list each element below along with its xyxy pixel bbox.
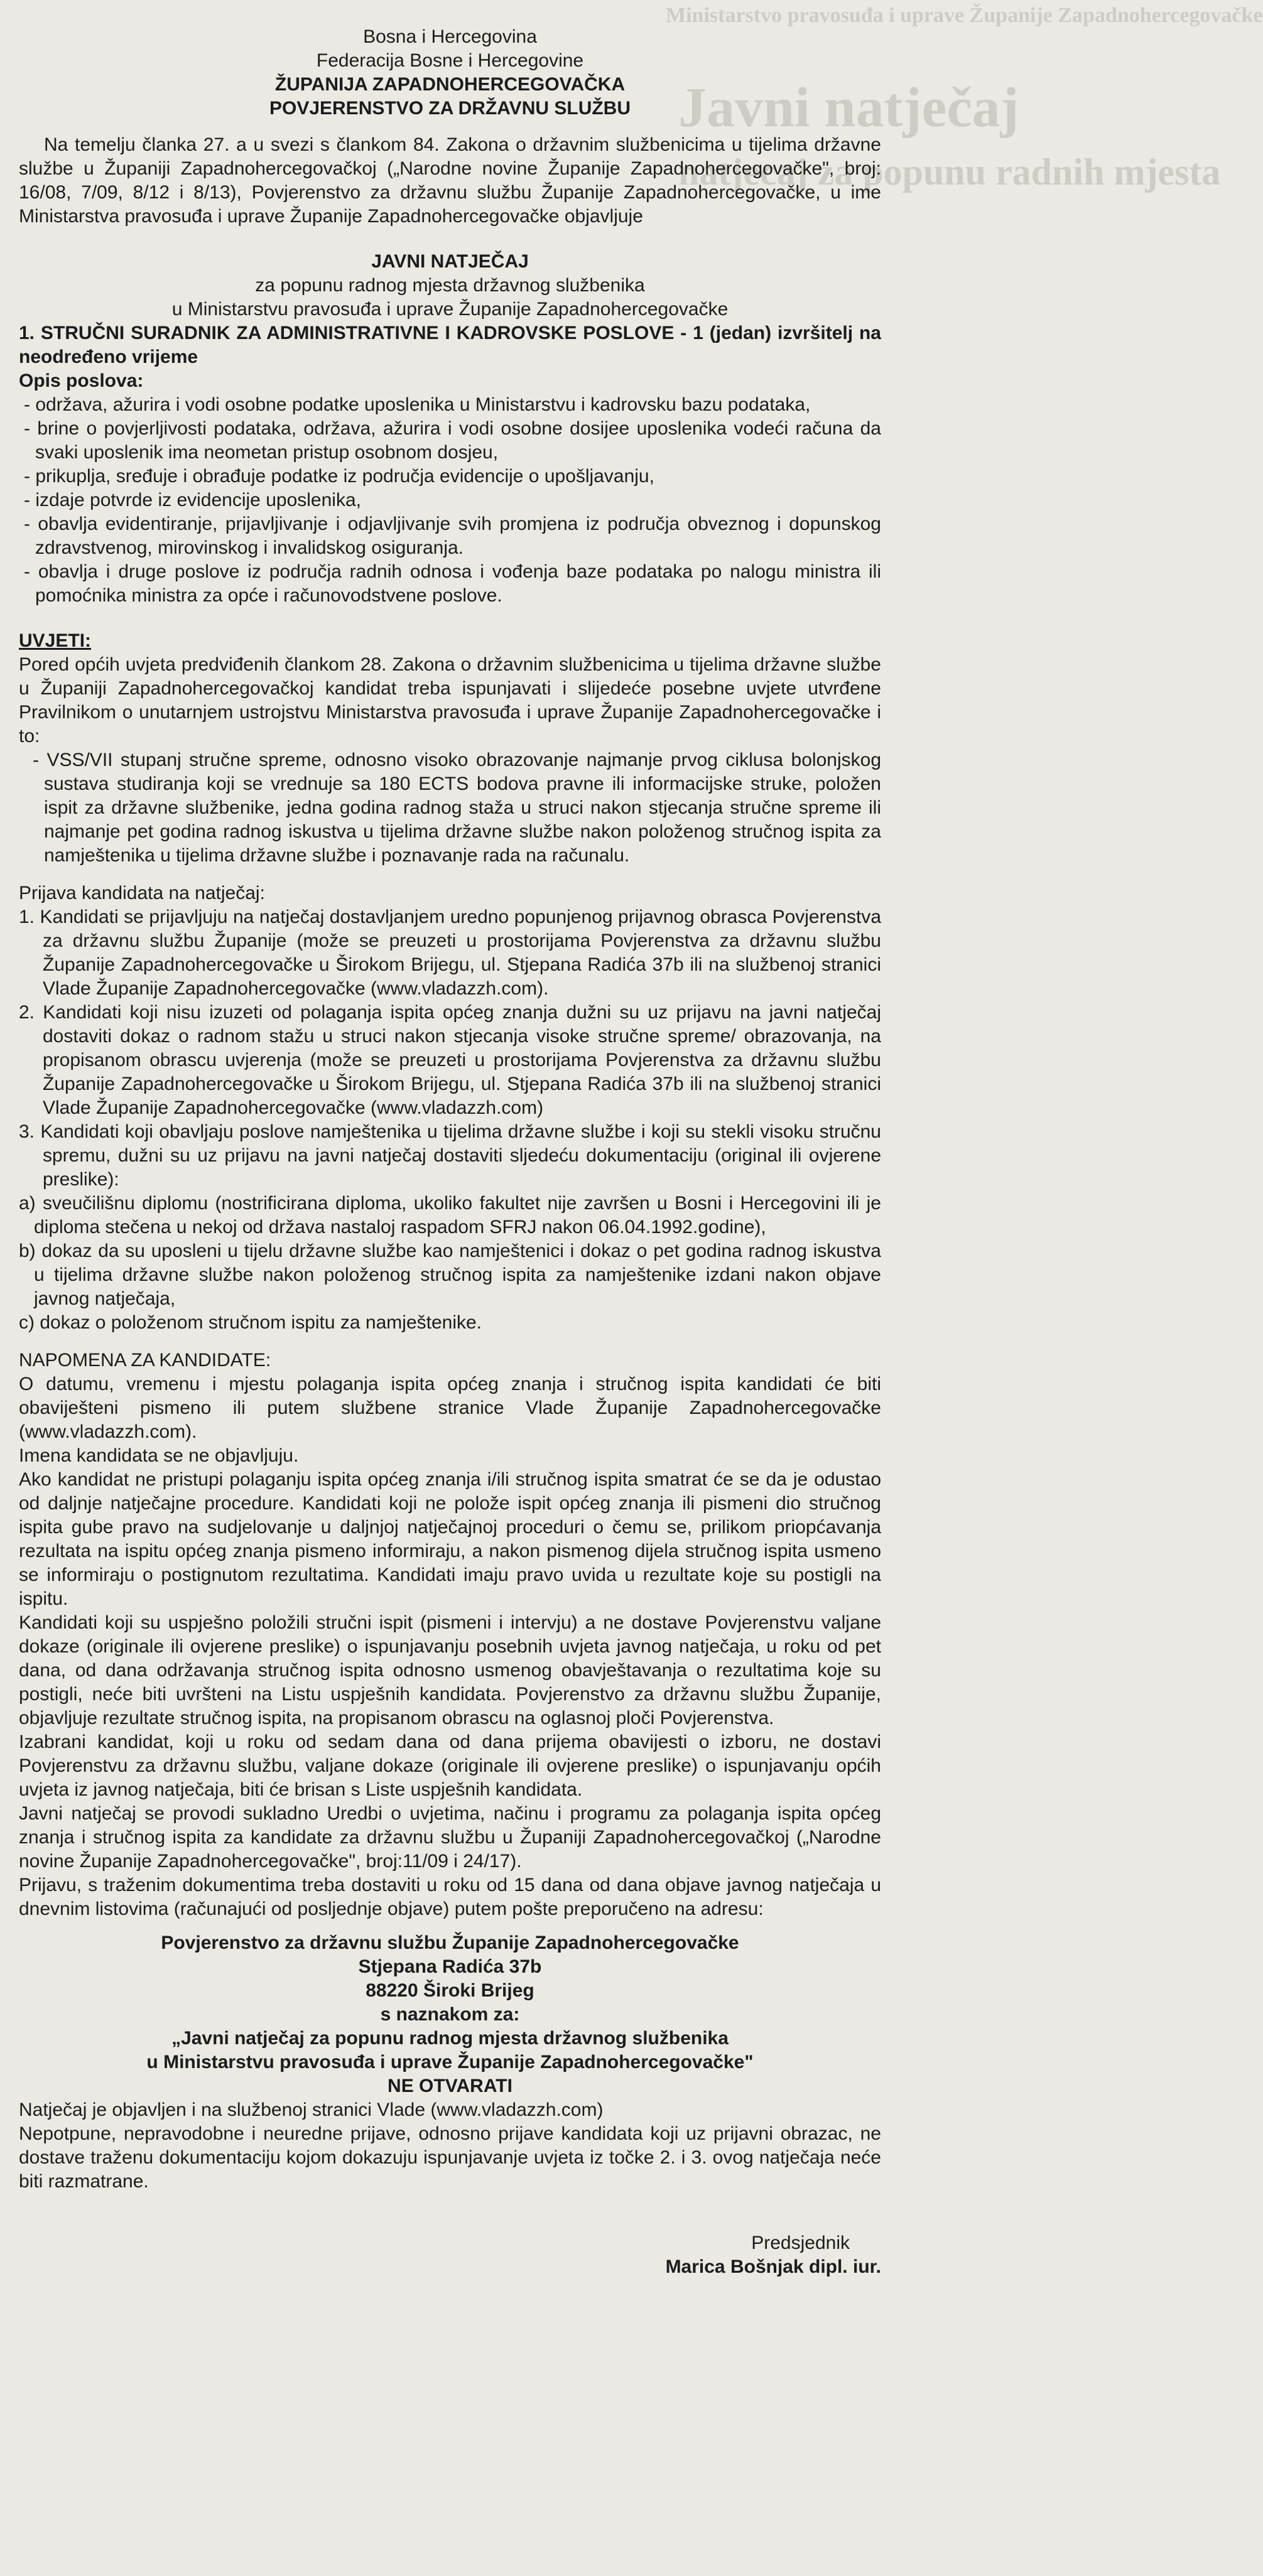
list-item: - izdaje potvrde iz evidencije uposlenika, — [24, 490, 361, 510]
closing-paragraph: Natječaj je objavljen i na službenoj stranici Vlade (www.vladazzh.com) — [19, 2099, 604, 2120]
address-line: Povjerenstvo za državnu službu Županije Zapadnohercegovačke — [161, 1932, 739, 1953]
position-title: 1. STRUČNI SURADNIK ZA ADMINISTRATIVNE I KADROVSKE POSLOVE - 1 (jedan) izvršitelj na neodređeno vrijeme — [19, 323, 881, 367]
note-heading: NAPOMENA ZA KANDIDATE: — [19, 1350, 271, 1371]
note-paragraph: Prijavu, s traženim dokumentima treba dostaviti u roku od 15 dana od dana objave javnog natječaja u dnevnim listovima (računajući od posljednje objave) putem pošte preporučeno na adresu: — [19, 1875, 881, 1919]
header-country: Bosna i Hercegovina — [363, 26, 537, 47]
header — [19, 25, 881, 121]
spacer — [19, 868, 881, 881]
notice-title: JAVNI NATJEČAJ — [371, 251, 529, 272]
note-paragraph: Izabrani kandidat, koji u roku od sedam dana od dana prijema obavijesti o izboru, ne dostavi Povjerenstvu za državnu službu, valjane dokaze (originale ili ovjerene preslike) o ispunjavanju općih uvjeta iz javnog natječaja, biti će brisan s Liste uspješnih kandidata. — [19, 1732, 881, 1800]
list-item: - obavlja i druge poslove iz područja radnih odnosa i vođenja baze podataka po nalogu ministra ili pomoćnika ministra za opće i računovodstvene poslove. — [24, 561, 881, 606]
list-item: 3. Kandidati koji obavljaju poslove namještenika u tijelima državne službe i koji su stekli visoku stručnu spremu, dužni su uz prijavu na javni natječaj dostaviti sljedeću dokumentaciju (original ili ovjerene preslike): — [19, 1121, 881, 1190]
signature-name: Marica Bošnjak dipl. iur. — [665, 2256, 881, 2277]
job-vacancy-notice — [19, 25, 881, 2279]
address-line: NE OTVARATI — [388, 2076, 512, 2096]
note-paragraph: Javni natječaj se provodi sukladno Uredbi o uvjetima, načinu i programu za polaganja ispita općeg znanja i stručnog ispita za kandidate za državnu službu u Županiji Zapadnohercegovačkoj („Narodne novine Županije Zapadnohercegovačke", broj:11/09 i 24/17). — [19, 1803, 881, 1872]
spacer — [19, 121, 881, 133]
list-item: - obavlja evidentiranje, prijavljivanje i odjavljivanje svih promjena iz područja obveznog i dopunskog zdravstvenog, mirovinskog i invalidskog osiguranja. — [24, 514, 881, 558]
header-federation: Federacija Bosne i Hercegovine — [316, 50, 584, 71]
address-line: „Javni natječaj za popunu radnog mjesta državnog službenika — [171, 2028, 729, 2049]
intro-paragraph: Na temelju članka 27. a u svezi s člankom 84. Zakona o državnim službenicima u tijelima državne službe u Županiji Zapadnohercegovačkoj („Narodne novine Županije Zapadnohercegovačke", broj: 16/08, 7/09, 8/12 i 8/13), Povjerenstvo za državnu službu Županije Zapadnohercegovačke, u ime Ministarstva pravosuđa i uprave Županije Zapadnohercegovačke objavljuje — [19, 134, 881, 227]
spacer — [19, 1335, 881, 1349]
address-line: s naznakom za: — [380, 2004, 520, 2025]
notice-subtitle: za popunu radnog mjesta državnog službenika — [255, 275, 645, 296]
note-paragraph: O datumu, vremenu i mjestu polaganja ispita općeg znanja i stručnog ispita kandidati će biti obaviješteni pismeno ili putem službene stranice Vlade Županije Zapadnohercegovačke (www.vladazzh.com). — [19, 1374, 881, 1442]
list-item: - VSS/VII stupanj stručne spreme, odnosno visoko obrazovanje najmanje prvog ciklusa bolonjskog sustava studiranja koji se vrednuje sa 180 ECTS bodova pravne ili informacijske struke, položen ispit za državne službenike, jedna godina radnog staža u struci nakon stjecanja stručne spreme ili najmanje pet godina radnog iskustva u tijelima državne službe nakon položenog stručnog ispita za namještenika u tijelima državne službe i poznavanje rada na računalu. — [33, 750, 881, 866]
note-paragraph: Imena kandidata se ne objavljuju. — [19, 1445, 299, 1466]
spacer — [19, 2194, 881, 2231]
conditions-paragraph: Pored općih uvjeta predviđenih člankom 28. Zakona o državnim službenicima u tijelima državne službe u Županiji Zapadnohercegovačkoj kandidat treba ispunjavati i slijedeće posebne uvjete utvrđene Pravilnikom o unutarnjem ustrojstvu Ministarstva pravosuđa i uprave Županije Zapadnohercegovačke i to: — [19, 654, 881, 746]
bleed-text: Javni natječaj — [678, 77, 1019, 139]
spacer — [19, 608, 881, 629]
spacer — [19, 229, 881, 250]
address-line: 88220 Široki Brijeg — [366, 1980, 534, 2001]
bleed-text: natjecaj za popunu radnih mjesta — [678, 151, 1221, 193]
list-item: b) dokaz da su uposleni u tijelu državne službe kao namještenici i dokaz o pet godina radnog iskustva u tijelima državne službe nakon položenog stručnog ispita za namještenike izdani nakon objave javnog natječaja, — [19, 1241, 881, 1309]
header-canton: ŽUPANIJA ZAPADNOHERCEGOVAČKA — [274, 74, 626, 95]
application-heading: Prijava kandidata na natječaj: — [19, 883, 265, 903]
note-paragraph: Kandidati koji su uspješno položili stručni ispit (pismeni i intervju) a ne dostave Povjerenstvu valjane dokaze (originale ili ovjerene preslike) o ispunjavanju posebnih uvjeta javnog natječaja, u roku od pet dana, od dana održavanja stručnog ispita odnosno usmenog obavještavanja o rezultatima koje su postigli, neće biti uvršteni na Listu uspješnih kandidata. Povjerenstvo za državnu službu Županije, objavljuje rezultate stručnog ispita, na propisanom obrascu na oglasnoj ploči Povjerenstva. — [19, 1612, 881, 1728]
address-line: Stjepana Radića 37b — [358, 1956, 542, 1977]
list-item: c) dokaz o položenom stručnom ispitu za namještenike. — [19, 1312, 482, 1333]
bleed-text: Ministarstvo pravosuđa i uprave Županije Zapadnohercegovačke — [666, 4, 1263, 27]
duties-list — [19, 393, 881, 608]
signature-title: Predsjednik — [751, 2233, 850, 2253]
header-commission: POVJERENSTVO ZA DRŽAVNU SLUŽBU — [269, 98, 631, 119]
duties-heading: Opis poslova: — [19, 370, 144, 391]
spacer — [19, 1921, 881, 1931]
list-item: 1. Kandidati se prijavljuju na natječaj dostavljanjem uredno popunjenog prijavnog obrasca Povjerenstva za državnu službu Županije (može se preuzeti u prostorijama Povjerenstva za državnu službu Županije Zapadnohercegovačke u Širokom Brijegu, ul. Stjepana Radića 37b ili na službenoj stranici Vlade Županije Zapadnohercegovačke (www.vladazzh.com). — [19, 907, 881, 999]
mailing-address — [19, 1931, 881, 2098]
closing-paragraph: Nepotpune, nepravodobne i neuredne prijave, odnosno prijave kandidata koji uz prijavni obrazac, ne dostave traženu dokumentaciju kojom dokazuju ispunjavanje uvjeta iz točke 2. i 3. ovog natječaja neće biti razmatrane. — [19, 2123, 881, 2192]
list-item: - prikuplja, sređuje i obrađuje podatke iz područja evidencije o upošljavanju, — [24, 466, 654, 487]
list-item: - održava, ažurira i vodi osobne podatke uposlenika u Ministarstvu i kadrovsku bazu podataka, — [24, 394, 811, 415]
notice-subtitle: u Ministarstvu pravosuđa i uprave Županije Zapadnohercegovačke — [171, 299, 729, 320]
note-paragraph: Ako kandidat ne pristupi polaganju ispita općeg znanja i/ili stručnog ispita smatrat će se da je odustao od daljnje natječajne procedure. Kandidati koji ne polože ispit općeg znanja ili pismeni dio stručnog ispita gube pravo na sudjelovanje u daljnjoj natječajnoj proceduri o čemu se, prilikom priopćavanja rezultata na ispitu općeg znanja pismeno informiraju, a nakon pismenog dijela stručnog ispita usmeno se informiraju o postignutom rezultatima. Kandidati imaju pravo uvida u rezultate koje su postigli na ispitu. — [19, 1469, 881, 1609]
list-item: a) sveučilišnu diplomu (nostrificirana diploma, ukoliko fakultet nije završen u Bosni i Hercegovini ili je diploma stečena u nekoj od država nastaloj raspadom SFRJ nakon 06.04.1992.godine), — [19, 1193, 881, 1237]
list-item: 2. Kandidati koji nisu izuzeti od polaganja ispita općeg znanja dužni su uz prijavu na javni natječaj dostaviti dokaz o radnom stažu u struci nakon stjecanja visoke stručne spreme/ obrazovanja, na propisanom obrascu uvjerenja (može se preuzeti u prostorijama Povjerenstva za državnu službu Županije Zapadnohercegovačke u Širokom Brijegu, ul. Stjepana Radića 37b ili na službenoj stranici Vlade Županije Zapadnohercegovačke (www.vladazzh.com) — [19, 1002, 881, 1118]
address-line: u Ministarstvu pravosuđa i uprave Županije Zapadnohercegovačke" — [146, 2052, 754, 2072]
conditions-heading: UVJETI: — [19, 630, 92, 651]
list-item: - brine o povjerljivosti podataka, održava, ažurira i vodi osobne dosijee uposlenika vodeći računa da svaki uposlenik ima neometan pristup osobnom dosjeu, — [24, 418, 881, 463]
